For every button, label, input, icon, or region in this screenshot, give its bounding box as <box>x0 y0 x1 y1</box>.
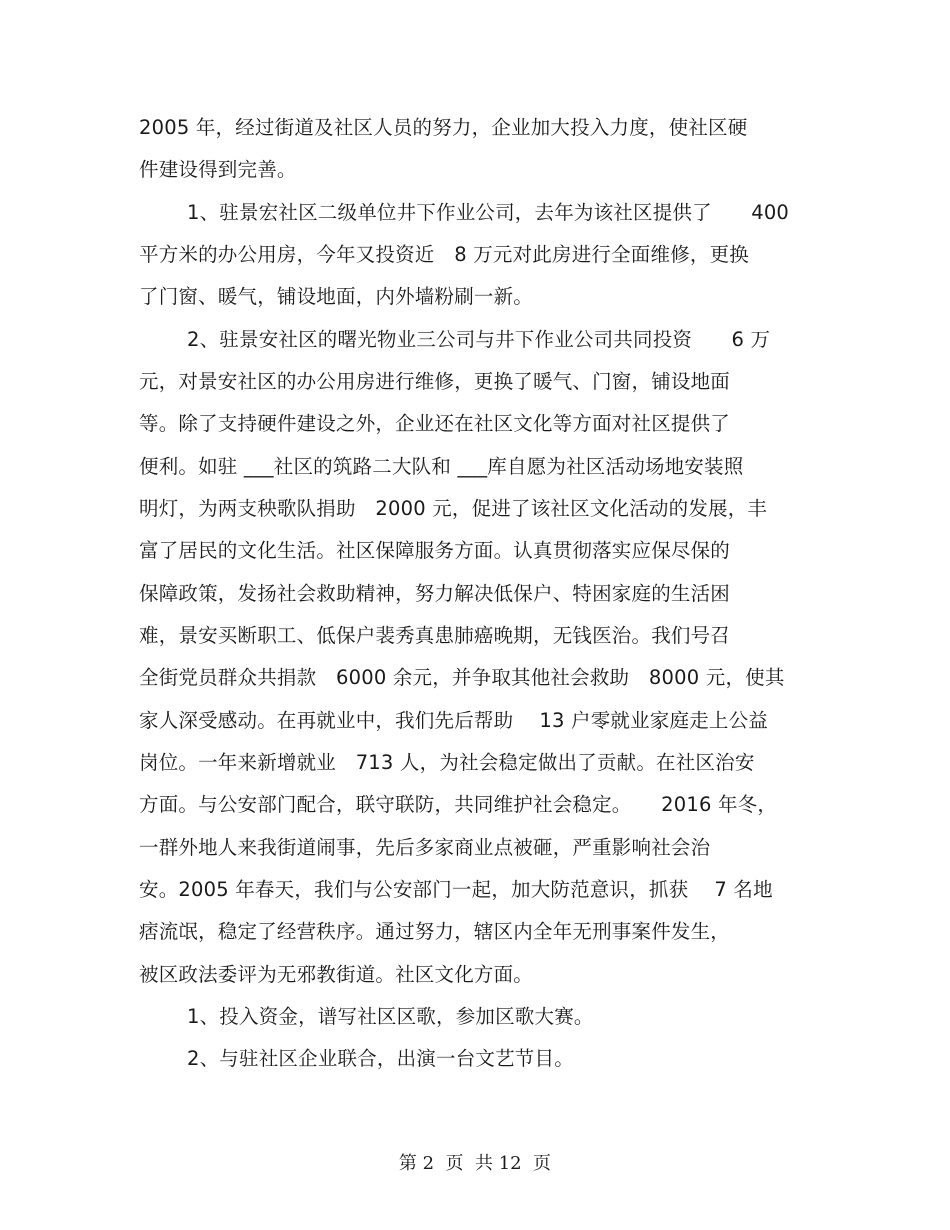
text-line: 岗位。一年来新增就业 713 人，为社会稳定做出了贡献。在社区治安 <box>139 751 755 774</box>
text-line: 家人深受感动。在再就业中，我们先后帮助 13 户零就业家庭走上公益 <box>139 709 769 732</box>
text-line: 2005 年，经过街道及社区人员的努力，企业加大投入力度，使社区硬 <box>139 116 748 139</box>
text-line: 1、驻景宏社区二级单位井下作业公司，去年为该社区提供了 400 <box>187 201 790 224</box>
text-line: 平方米的办公用房，今年又投资近 8 万元对此房进行全面维修，更换 <box>139 243 750 266</box>
text-line: 件建设得到完善。 <box>139 158 297 181</box>
text-line: 全街党员群众共捐款 6000 余元，并争取其他社会救助 8000 元，使其 <box>139 666 785 689</box>
text-line: 被区政法委评为无邪教街道。社区文化方面。 <box>139 963 534 986</box>
text-line: 2、与驻社区企业联合，出演一台文艺节目。 <box>187 1047 574 1070</box>
page-number-footer: 第 2 页 共 12 页 <box>398 1153 552 1174</box>
text-line: 方面。与公安部门配合，联守联防，共同维护社会稳定。 2016 年冬， <box>139 793 778 816</box>
text-line: 明灯，为两支秧歌队捐助 2000 元，促进了该社区文化活动的发展，丰 <box>139 497 768 520</box>
text-line: 一群外地人来我街道闹事，先后多家商业点被砸，严重影响社会治 <box>139 836 711 859</box>
text-line: 元，对景安社区的办公用房进行维修，更换了暖气、门窗，铺设地面 <box>139 370 731 393</box>
text-line: 痞流氓，稳定了经营秩序。通过努力，辖区内全年无刑事案件发生， <box>139 920 731 943</box>
text-line: 等。除了支持硬件建设之外，企业还在社区文化等方面对社区提供了 <box>139 412 731 435</box>
text-line: 保障政策，发扬社会救助精神，努力解决低保户、特困家庭的生活困 <box>139 582 731 605</box>
text-line: 了门窗、暖气，铺设地面，内外墙粉刷一新。 <box>139 285 534 308</box>
text-line: 安。2005 年春天，我们与公安部门一起，加大防范意识，抓获 7 名地 <box>139 878 773 901</box>
text-line: 1、投入资金，谱写社区区歌，参加区歌大赛。 <box>187 1005 594 1028</box>
text-line: 便利。如驻 ___社区的筑路二大队和 ___库自愿为社区活动场地安装照 <box>139 455 744 478</box>
text-line: 难，景安买断职工、低保户裴秀真患肺癌晚期，无钱医治。我们号召 <box>139 624 731 647</box>
text-line: 富了居民的文化生活。社区保障服务方面。认真贯彻落实应保尽保的 <box>139 539 731 562</box>
text-line: 2、驻景安社区的曙光物业三公司与井下作业公司共同投资 6 万 <box>187 328 771 351</box>
